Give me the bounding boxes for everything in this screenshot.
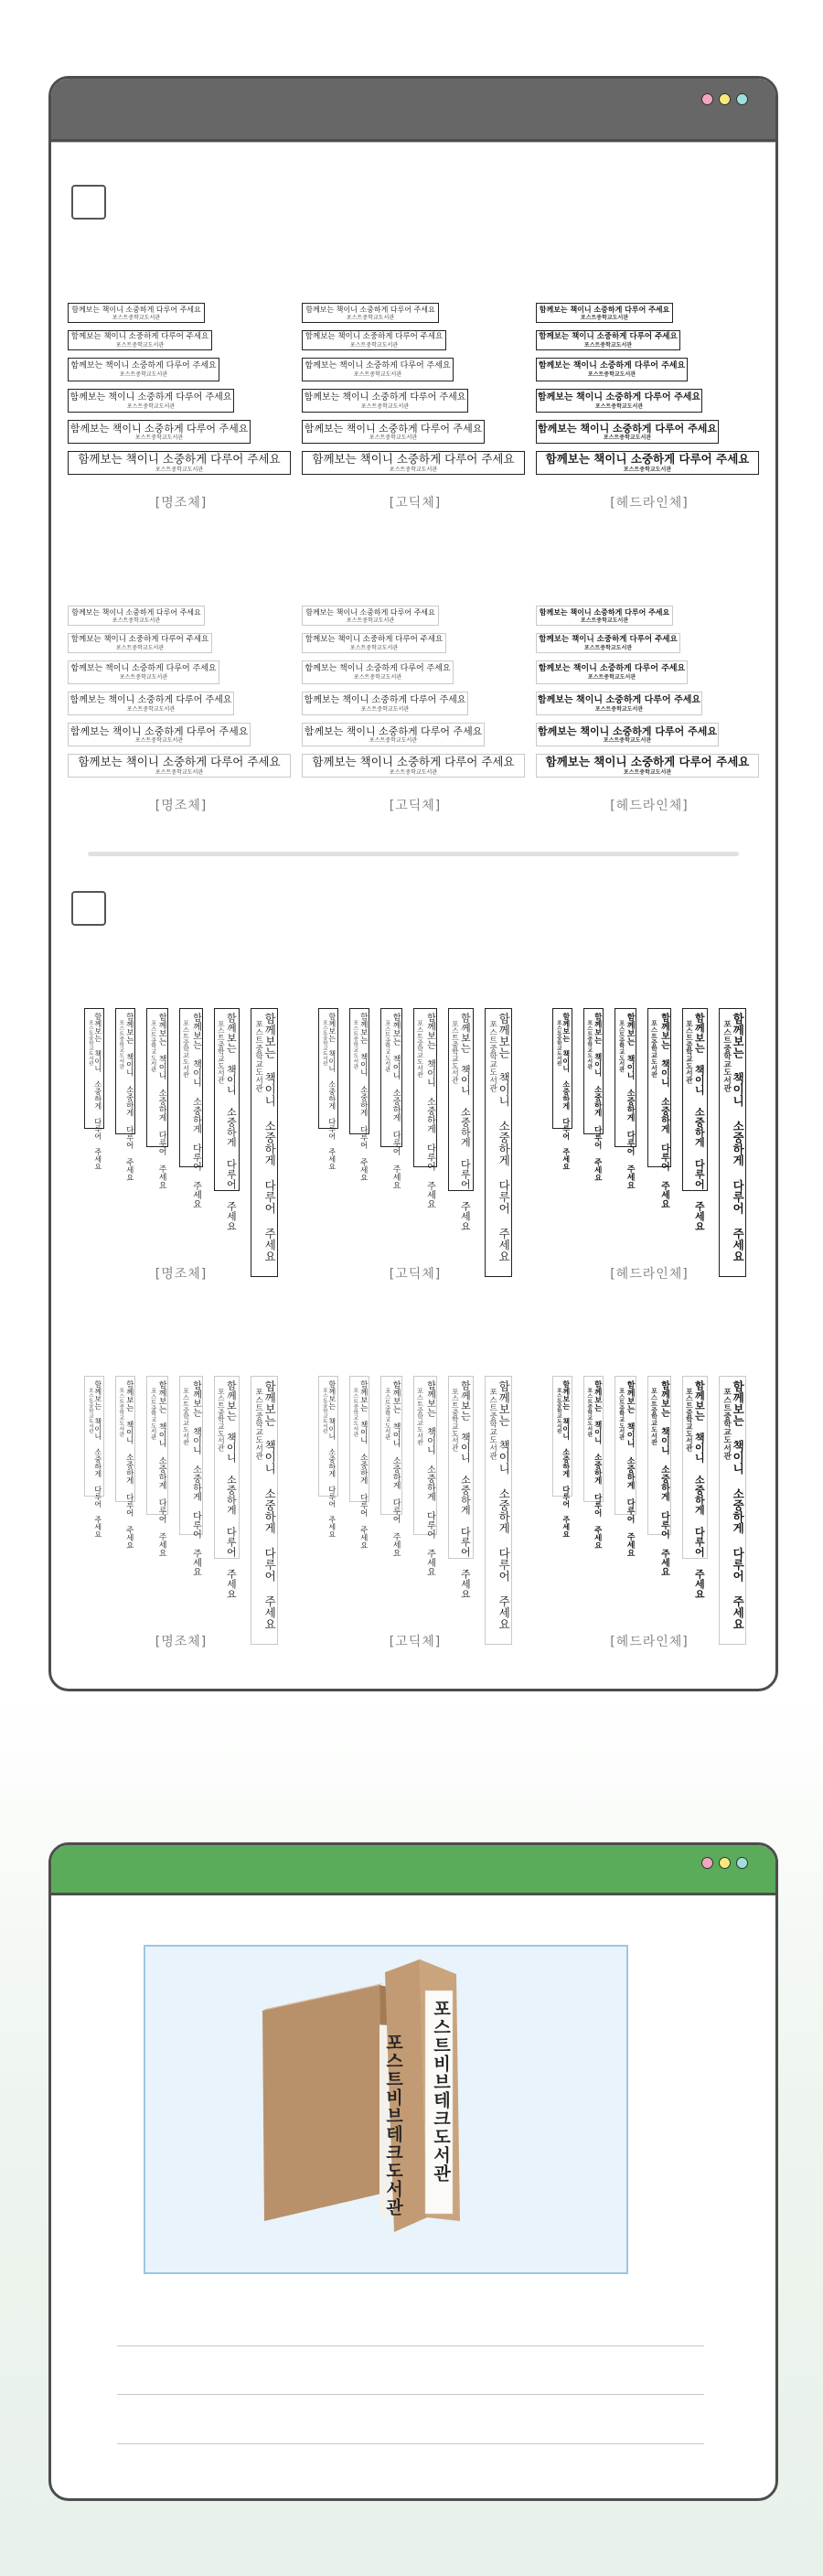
caption-gothic: [고딕체] [389,1267,442,1282]
label-main-text: 함께보는 책이니 소중하게 다루어 주세요 [304,725,483,737]
label-main-text: 함께보는 책이니 소중하게 다루어 주세요 [70,361,217,370]
label-main-text: 함께보는 책이니 소중하게 다루어 주세요 [305,361,451,370]
vertical-label [647,1008,671,1208]
label-main-text: 함께보는 책이니 소중하게 다루어 주세요 [304,694,466,705]
horizontal-label [302,723,485,746]
vertical-label-column-sans [302,1008,529,1277]
label-column-head [536,303,763,482]
label-main-text: 함께보는 책이니 소중하게 다루어 주세요 [71,305,201,314]
vertical-main-text: 함께보는 책이니 소중하게 다루어 주세요 [358,1380,369,1550]
caption-myeongjo: [명조체] [155,799,208,813]
caption-myeongjo: [명조체] [155,1267,208,1282]
vertical-label-column-head [536,1008,763,1277]
vertical-sub-text: 포스트중학교도서관 [149,1020,156,1072]
vertical-label-column-sans [302,1376,529,1645]
caption-gothic: [고딕체] [389,799,442,813]
vertical-label [413,1008,437,1208]
vertical-sub-text: 포스트중학교도서관 [117,1020,124,1069]
vertical-label [380,1376,402,1557]
front-book-spine-text: 포스트비브테크도서관 [431,2000,451,2183]
label-main-text: 함께보는 책이니 소중하게 다루어 주세요 [305,635,444,645]
label-main-text: 함께보는 책이니 소중하게 다루어 주세요 [539,305,670,314]
vertical-main-text: 함께보는 책이니 소중하게 다루어 주세요 [625,1380,635,1557]
label-column-serif [68,303,294,482]
vertical-label [146,1008,168,1189]
label-main-text: 함께보는 책이니 소중하게 다루어 주세요 [304,392,466,402]
label-main-text: 함께보는 책이니 소중하게 다루어 주세요 [537,392,701,402]
vertical-sub-text: 포스트중학교도서관 [585,1020,593,1069]
label-sub-text: 포스트중학교도서관 [115,644,165,651]
vertical-sub-text: 포스트중학교도서관 [217,1020,226,1084]
vertical-label [583,1008,604,1182]
label-sub-text: 포스트중학교도서관 [349,644,399,651]
horizontal-label [68,451,291,475]
vertical-main-text: 함께보는 책이니 소중하게 다루어 주세요 [731,1013,745,1262]
vertical-main-text: 함께보는 책이니 소중하게 다루어 주세요 [190,1380,201,1576]
vertical-label-column-serif [68,1376,294,1645]
horizontal-label [68,358,219,381]
label-sub-text: 포스트중학교도서관 [346,314,395,321]
vertical-sub-text: 포스트중학교도서관 [487,1020,497,1092]
pink-dot-icon[interactable] [701,1857,713,1869]
label-main-text: 함께보는 책이니 소중하게 다루어 주세요 [539,332,678,342]
vertical-label [214,1376,240,1599]
label-samples-window [48,76,778,1691]
vertical-label [146,1376,168,1557]
horizontal-label [68,420,251,444]
vertical-label [318,1008,338,1170]
horizontal-label [302,358,454,381]
vertical-sub-text: 포스트중학교도서관 [555,1020,561,1067]
vertical-main-text: 함께보는 책이니 소중하게 다루어 주세요 [327,1380,337,1538]
vertical-label [115,1008,135,1182]
vertical-label [719,1008,746,1277]
vertical-main-text: 함께보는 책이니 소중하게 다루어 주세요 [225,1380,238,1599]
section-1-checkbox[interactable] [71,185,106,220]
vertical-sub-text: 포스트중학교도서관 [416,1020,424,1078]
vertical-main-text: 함께보는 책이니 소중하게 다루어 주세요 [658,1013,669,1208]
label-sub-text: 포스트중학교도서관 [119,674,168,681]
vertical-labels-dark [68,1008,763,1277]
window-titlebar [51,1845,775,1895]
horizontal-label [68,660,219,684]
window-controls [701,1857,748,1869]
label-main-text: 함께보는 책이니 소중하게 다루어 주세요 [304,423,483,435]
section-2-checkbox[interactable] [71,891,106,926]
cyan-dot-icon[interactable] [736,1857,748,1869]
vertical-label [552,1376,572,1538]
vertical-main-text: 함께보는 책이니 소중하게 다루어 주세요 [190,1013,201,1208]
vertical-label [682,1376,708,1599]
titlebar-divider [51,142,775,143]
horizontal-labels-dark [68,303,763,482]
vertical-label [615,1376,636,1557]
caption-headline: [헤드라인체] [610,1635,689,1649]
caption-myeongjo: [명조체] [155,1635,208,1649]
vertical-main-text: 함께보는 책이니 소중하게 다루어 주세요 [156,1380,166,1557]
vertical-label [380,1008,402,1189]
horizontal-label [302,754,525,778]
label-column-head [536,606,763,785]
form-line-3 [117,2443,704,2444]
vertical-sub-text: 포스트중학교도서관 [617,1388,625,1440]
vertical-label [682,1008,708,1231]
vertical-label [552,1008,572,1170]
label-main-text: 함께보는 책이니 소중하게 다루어 주세요 [69,392,232,402]
vertical-label-column-head [536,1376,763,1645]
horizontal-label [302,660,454,684]
vertical-main-text: 함께보는 책이니 소중하게 다루어 주세요 [424,1380,435,1576]
vertical-label [615,1008,636,1189]
label-sub-text: 포스트중학교도서관 [623,768,672,776]
vertical-label [179,1008,203,1208]
label-sub-text: 포스트중학교도서관 [603,435,652,441]
pink-dot-icon[interactable] [701,93,713,105]
horizontal-label [68,330,212,350]
vertical-sub-text: 포스트중학교도서관 [451,1020,460,1084]
form-line-2 [117,2394,704,2395]
caption-myeongjo: [명조체] [155,496,208,510]
horizontal-label [68,692,234,715]
vertical-label [84,1376,104,1538]
label-main-text: 함께보는 책이니 소중하게 다루어 주세요 [312,452,515,467]
vertical-label [179,1376,203,1576]
horizontal-label [536,692,702,715]
label-column-serif [68,606,294,785]
vertical-main-text: 함께보는 책이니 소중하게 다루어 주세요 [124,1013,134,1182]
vertical-label [413,1376,437,1576]
vertical-label-column-serif [68,1008,294,1277]
vertical-main-text: 함께보는 책이니 소중하게 다루어 주세요 [561,1013,571,1170]
label-sub-text: 포스트중학교도서관 [587,674,636,681]
label-main-text: 함께보는 책이니 소중하게 다루어 주세요 [78,755,281,769]
horizontal-label [302,420,485,444]
cyan-dot-icon[interactable] [736,93,748,105]
caption-row-3 [68,1264,763,1283]
label-sub-text: 포스트중학교도서관 [112,617,161,624]
vertical-sub-text: 포스트중학교도서관 [650,1020,658,1078]
vertical-sub-text: 포스트중학교도서관 [617,1020,625,1072]
vertical-label [214,1008,240,1231]
back-book-spine-text: 포스트비브테크도서관 [383,2034,403,2216]
label-sub-text: 포스트중학교도서관 [594,705,644,713]
label-column-sans [302,303,529,482]
horizontal-label [536,723,719,746]
vertical-sub-text: 포스트중학교도서관 [87,1020,93,1067]
vertical-main-text: 함께보는 책이니 소중하게 다루어 주세요 [358,1013,369,1182]
label-main-text: 함께보는 책이니 소중하게 다루어 주세요 [537,694,701,705]
horizontal-label [68,723,251,746]
vertical-label [647,1376,671,1576]
label-main-text: 함께보는 책이니 소중하게 다루어 주세요 [69,694,232,705]
vertical-sub-text: 포스트중학교도서관 [217,1388,226,1452]
horizontal-label [302,330,446,350]
window-titlebar [51,79,775,142]
horizontal-label [302,606,439,626]
horizontal-label [536,451,759,475]
label-main-text: 함께보는 책이니 소중하게 다루어 주세요 [312,755,515,769]
vertical-label [251,1376,278,1645]
vertical-label [719,1376,746,1645]
horizontal-label [302,389,468,413]
vertical-main-text: 함께보는 책이니 소중하게 다루어 주세요 [459,1380,472,1599]
vertical-main-text: 함께보는 책이니 소중하게 다루어 주세요 [93,1013,102,1170]
caption-row-4 [68,1632,763,1650]
vertical-sub-text: 포스트중학교도서관 [585,1388,593,1437]
label-main-text: 함께보는 책이니 소중하게 다루어 주세요 [78,452,281,467]
vertical-label [349,1376,369,1550]
label-main-text: 함께보는 책이니 소중하게 다루어 주세요 [305,305,435,314]
label-sub-text: 포스트중학교도서관 [360,705,410,713]
label-sub-text: 포스트중학교도서관 [587,371,636,378]
label-main-text: 함께보는 책이니 소중하게 다루어 주세요 [305,607,435,617]
label-sub-text: 포스트중학교도서관 [134,737,184,744]
vertical-label [485,1376,512,1645]
vertical-sub-text: 포스트중학교도서관 [321,1388,327,1434]
vertical-label [318,1376,338,1538]
label-sub-text: 포스트중학교도서관 [155,768,204,776]
label-sub-text: 포스트중학교도서관 [580,617,629,624]
vertical-label [251,1008,278,1277]
vertical-sub-text: 포스트중학교도서관 [253,1388,263,1460]
vertical-sub-text: 포스트중학교도서관 [383,1020,390,1072]
vertical-sub-text: 포스트중학교도서관 [182,1020,190,1078]
vertical-main-text: 함께보는 책이니 소중하게 다루어 주세요 [459,1013,472,1231]
label-sub-text: 포스트중학교도서관 [126,705,176,713]
vertical-main-text: 함께보는 책이니 소중하게 다루어 주세요 [625,1013,635,1189]
label-sub-text: 포스트중학교도서관 [360,402,410,410]
vertical-sub-text: 포스트중학교도서관 [87,1388,93,1434]
label-main-text: 함께보는 책이니 소중하게 다루어 주세요 [545,452,750,467]
vertical-main-text: 함께보는 책이니 소중하게 다루어 주세요 [262,1380,277,1630]
label-main-text: 함께보는 책이니 소중하게 다루어 주세요 [71,607,201,617]
yellow-dot-icon[interactable] [719,1857,731,1869]
horizontal-label [536,389,702,413]
vertical-main-text: 함께보는 책이니 소중하게 다루어 주세요 [390,1013,401,1189]
vertical-label [448,1008,474,1231]
horizontal-label [68,633,212,653]
horizontal-label [536,633,680,653]
vertical-main-text: 함께보는 책이니 소중하게 다루어 주세요 [390,1380,401,1557]
vertical-sub-text: 포스트중학교도서관 [182,1388,190,1445]
caption-headline: [헤드라인체] [610,1267,689,1282]
vertical-main-text: 함께보는 책이니 소중하게 다루어 주세요 [693,1013,706,1231]
vertical-sub-text: 포스트중학교도서관 [487,1388,497,1460]
caption-headline: [헤드라인체] [610,496,689,510]
horizontal-labels-light [68,606,763,785]
horizontal-label [68,303,205,323]
label-sub-text: 포스트중학교도서관 [583,644,633,651]
horizontal-label [536,754,759,778]
vertical-labels-light [68,1376,763,1645]
horizontal-label [536,606,673,626]
vertical-main-text: 함께보는 책이니 소중하게 다루어 주세요 [262,1013,277,1262]
horizontal-label [536,330,680,350]
label-sub-text: 포스트중학교도서관 [112,314,161,321]
horizontal-label [68,389,234,413]
vertical-sub-text: 포스트중학교도서관 [117,1388,124,1437]
label-sub-text: 포스트중학교도서관 [369,737,418,744]
label-main-text: 함께보는 책이니 소중하게 다루어 주세요 [539,635,678,645]
horizontal-label [68,754,291,778]
label-sub-text: 포스트중학교도서관 [389,466,438,473]
label-sub-text: 포스트중학교도서관 [583,341,633,349]
vertical-main-text: 함께보는 책이니 소중하게 다루어 주세요 [327,1013,337,1170]
horizontal-label [536,358,688,381]
label-sub-text: 포스트중학교도서관 [155,466,204,473]
caption-row-2 [68,796,763,814]
label-main-text: 함께보는 책이니 소중하게 다루어 주세요 [69,725,249,737]
horizontal-label [302,692,468,715]
vertical-main-text: 함께보는 책이니 소중하게 다루어 주세요 [731,1380,745,1630]
label-sub-text: 포스트중학교도서관 [389,768,438,776]
caption-gothic: [고딕체] [389,1635,442,1649]
vertical-sub-text: 포스트중학교도서관 [685,1388,694,1452]
label-main-text: 함께보는 책이니 소중하게 다루어 주세요 [305,664,451,673]
vertical-sub-text: 포스트중학교도서관 [351,1020,358,1069]
vertical-sub-text: 포스트중학교도서관 [253,1020,263,1092]
vertical-main-text: 함께보는 책이니 소중하게 다루어 주세요 [424,1013,435,1208]
vertical-main-text: 함께보는 책이니 소중하게 다루어 주세요 [497,1013,511,1262]
vertical-main-text: 함께보는 책이니 소중하게 다루어 주세요 [156,1013,166,1189]
label-main-text: 함께보는 책이니 소중하게 다루어 주세요 [538,423,717,435]
label-main-text: 함께보는 책이니 소중하게 다루어 주세요 [70,664,217,673]
label-sub-text: 포스트중학교도서관 [369,435,418,441]
vertical-label [485,1008,512,1277]
label-main-text: 함께보는 책이니 소중하게 다루어 주세요 [538,361,686,370]
horizontal-label [302,303,439,323]
label-main-text: 함께보는 책이니 소중하게 다루어 주세요 [69,423,249,435]
horizontal-label [68,606,205,626]
vertical-main-text: 함께보는 책이니 소중하게 다루어 주세요 [593,1380,603,1550]
label-sub-text: 포스트중학교도서관 [126,402,176,410]
vertical-sub-text: 포스트중학교도서관 [685,1020,694,1084]
label-sub-text: 포스트중학교도서관 [580,314,629,321]
vertical-main-text: 함께보는 책이니 소중하게 다루어 주세요 [561,1380,571,1538]
vertical-sub-text: 포스트중학교도서관 [383,1388,390,1440]
vertical-sub-text: 포스트중학교도서관 [321,1020,327,1067]
label-sub-text: 포스트중학교도서관 [119,371,168,378]
caption-headline: [헤드라인체] [610,799,689,813]
window-controls [701,93,748,105]
label-sub-text: 포스트중학교도서관 [353,674,402,681]
vertical-label [84,1008,104,1170]
horizontal-label [536,303,673,323]
label-sub-text: 포스트중학교도서관 [349,341,399,349]
label-main-text: 함께보는 책이니 소중하게 다루어 주세요 [538,725,717,737]
label-sub-text: 포스트중학교도서관 [353,371,402,378]
caption-row-1 [68,493,763,511]
label-main-text: 함께보는 책이니 소중하게 다루어 주세요 [538,664,686,673]
yellow-dot-icon[interactable] [719,93,731,105]
vertical-sub-text: 포스트중학교도서관 [721,1020,732,1092]
vertical-main-text: 함께보는 책이니 소중하게 다루어 주세요 [593,1013,603,1182]
label-sub-text: 포스트중학교도서관 [603,737,652,744]
book-spine-photo [144,1945,628,2274]
vertical-sub-text: 포스트중학교도서관 [351,1388,358,1437]
label-main-text: 함께보는 책이니 소중하게 다루어 주세요 [70,332,209,342]
form-line-1 [117,2345,704,2346]
label-sub-text: 포스트중학교도서관 [115,341,165,349]
horizontal-label [302,451,525,475]
vertical-label [115,1376,135,1550]
vertical-sub-text: 포스트중학교도서관 [650,1388,658,1445]
vertical-sub-text: 포스트중학교도서관 [555,1388,561,1434]
vertical-sub-text: 포스트중학교도서관 [721,1388,732,1460]
horizontal-label [536,420,719,444]
label-sub-text: 포스트중학교도서관 [346,617,395,624]
vertical-main-text: 함께보는 책이니 소중하게 다루어 주세요 [225,1013,238,1231]
vertical-sub-text: 포스트중학교도서관 [416,1388,424,1445]
vertical-sub-text: 포스트중학교도서관 [451,1388,460,1452]
label-sub-text: 포스트중학교도서관 [134,435,184,441]
label-main-text: 함께보는 책이니 소중하게 다루어 주세요 [545,755,750,769]
vertical-main-text: 함께보는 책이니 소중하게 다루어 주세요 [93,1380,102,1538]
vertical-label [583,1376,604,1550]
vertical-sub-text: 포스트중학교도서관 [149,1388,156,1440]
label-main-text: 함께보는 책이니 소중하게 다루어 주세요 [70,635,209,645]
label-main-text: 함께보는 책이니 소중하게 다루어 주세요 [539,607,670,617]
vertical-label [448,1376,474,1599]
vertical-main-text: 함께보는 책이니 소중하게 다루어 주세요 [658,1380,669,1576]
vertical-label [349,1008,369,1182]
vertical-main-text: 함께보는 책이니 소중하게 다루어 주세요 [693,1380,706,1599]
vertical-main-text: 함께보는 책이니 소중하게 다루어 주세요 [497,1380,511,1630]
caption-gothic: [고딕체] [389,496,442,510]
label-main-text: 함께보는 책이니 소중하게 다루어 주세요 [305,332,444,342]
label-column-sans [302,606,529,785]
section-divider [88,852,739,856]
vertical-main-text: 함께보는 책이니 소중하게 다루어 주세요 [124,1380,134,1550]
label-sub-text: 포스트중학교도서관 [623,466,672,473]
horizontal-label [536,660,688,684]
label-sub-text: 포스트중학교도서관 [594,402,644,410]
horizontal-label [302,633,446,653]
